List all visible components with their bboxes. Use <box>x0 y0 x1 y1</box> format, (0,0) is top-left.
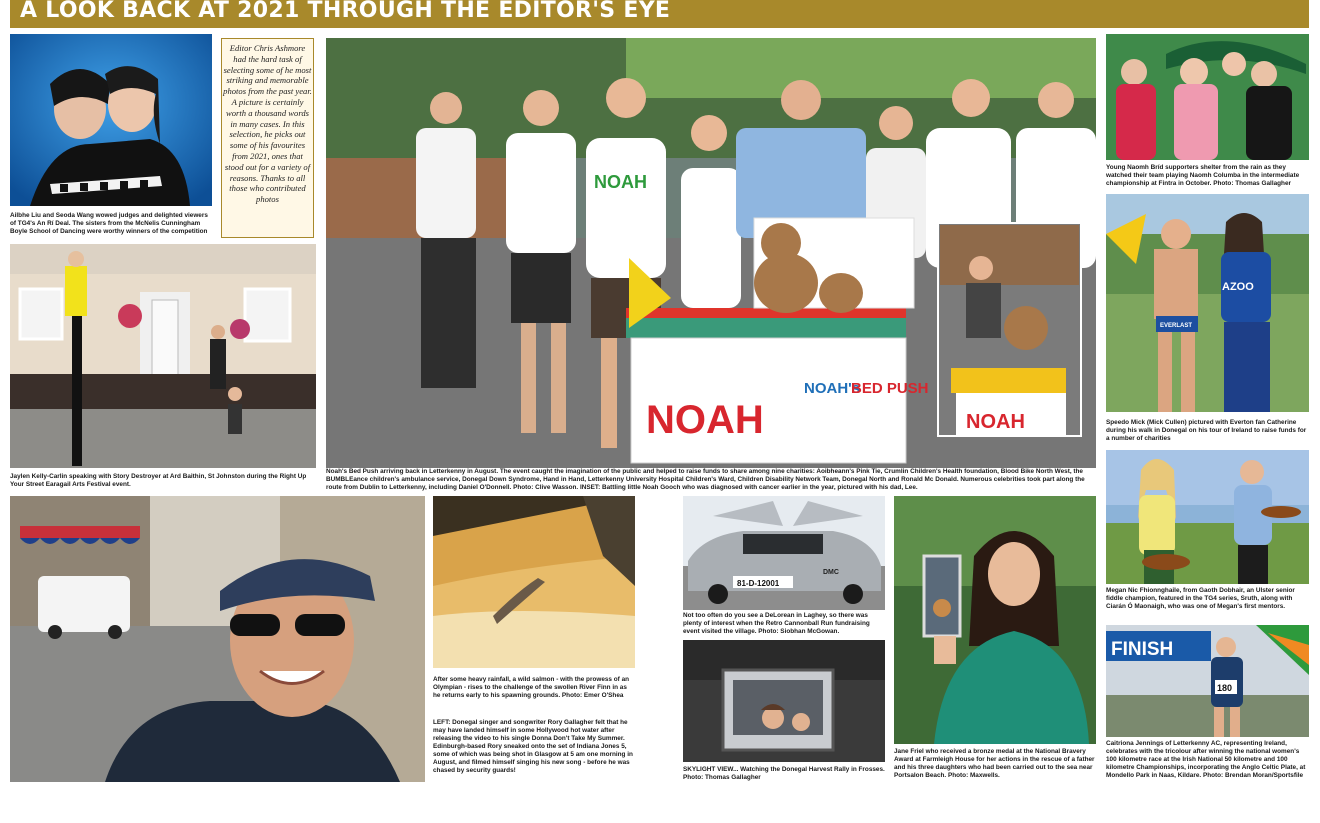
photo-rory <box>10 496 425 782</box>
bed-sign-2: BED PUSH <box>851 380 929 397</box>
plate: 81-D-12001 <box>737 579 780 588</box>
caption-delorean: Not too often do you see a DeLorean in Laghey, so there was plenty of interest when the Retro Cannonball Run fundraising event visited the village. Photo: Siobhan McGowan. <box>683 612 870 635</box>
intro-box <box>221 38 314 238</box>
caption-medal: Jane Friel who received a bronze medal at the National Bravery Award at Farmleigh House for her actions in the rescue of a father and his three daughters who had been carried out to the sea near Portsalon Beach. Photo: Maxwells. <box>894 748 1095 779</box>
shirt-logo: NOAH <box>594 172 647 192</box>
caption-skylight: SKYLIGHT VIEW... Watching the Donegal Harvest Rally in Frosses. Photo: Thomas Gallagher <box>683 766 885 781</box>
caption-rain: Young Naomh Bríd supporters shelter from the rain as they watched their team playing Naomh Columba in the intermediate championship at Fintra in October. Photo: Thomas Gallagher <box>1106 164 1300 187</box>
finish-banner: FINISH <box>1111 639 1174 660</box>
race-bib: 180 <box>1217 683 1233 693</box>
headline: A LOOK BACK AT 2021 THROUGH THE EDITOR'S EYE <box>20 0 671 23</box>
caption-dancers: Ailbhe Liu and Seoda Wang wowed judges and delighted viewers of TG4's An Rí Deal. The sisters from the McNelis Cunningham Boyle School of Dancing were worthy winners of the competition <box>10 212 208 235</box>
caption-speedo: Speedo Mick (Mick Cullen) pictured with Everton fan Catherine during his walk in Donegal on his tour of Ireland to raise funds for a number of charities <box>1106 419 1307 442</box>
caption-rory: LEFT: Donegal singer and songwriter Rory Gallagher felt that he may have landed himself in some Hollywood hot water after releasing the video to his single Donna Don't Take My Summer. Edinburgh-based Rory sneaked onto the set of Indiana Jones 5, some of which was being shot in Glasgow at 5 am one morning in August, and filmed himself singing his new song - before he was chased by security guards! <box>433 719 633 774</box>
bed-logo: NOAH <box>646 398 764 442</box>
caption-festival: Jaylen Kelly-Carlin speaking with Story Destroyer at Ard Baithin, St Johnston during the Right Up Your Street Earagail Arts Festival event. <box>10 473 307 488</box>
headline-banner <box>10 0 1309 28</box>
caption-salmon: After some heavy rainfall, a wild salmon - with the prowess of an Olympian - rises to the challenge of the swollen River Finn in as he returns early to his spawning grounds. Photo: Emer O'Shea <box>433 676 630 699</box>
inset-logo: NOAH <box>966 411 1025 433</box>
intro-text: Editor Chris Ashmore had the hard task of selecting some of he most striking and memorable photos from the past year. A picture is certainly worth a thousand words in many cases. In this selection, he picks out some of his favourites from 2021, ones that stood out for a variety of reasons. Thanks to all those who contributed photos <box>223 43 312 205</box>
photo-finish <box>1106 625 1309 737</box>
caption-finish: Caitriona Jennings of Letterkenny AC, representing Ireland, celebrates with the tricolour after winning the national women's 100 kilometre race at the Irish National 50 kilometre and 100 kilometre Championships, incorporating the Anglo Celtic Plate, at Mondello Park in Naas, Kildare. Photo: Brendan Moran/Sportsfile <box>1106 740 1306 779</box>
photo-rain <box>1106 34 1309 160</box>
bed-sign-1: NOAH's <box>804 380 861 397</box>
photo-salmon <box>433 496 635 668</box>
caption-fiddle: Megan Nic Fhionnghaile, from Gaoth Dobhair, an Ulster senior fiddle champion, featured in the TG4 series, Sruth, along with Ciarán Ó Maonaigh, who was one of Megan's first mentors. <box>1106 587 1295 610</box>
photo-medal <box>894 496 1096 744</box>
photo-dancers <box>10 34 212 206</box>
photo-delorean <box>683 496 885 610</box>
photo-bed-push <box>326 38 1096 468</box>
caption-bed-push: Noah's Bed Push arriving back in Letterkenny in August. The event caught the imagination of the public and helped to raise funds to share among nine charities: Aoibheann's Pink Tie, Crumlin Children's Health foundation, Blood Bike North West, the BUMBLEance children's ambulance service, Donegal Down Syndrome, Hand in Hand, Letterkenny University Hospital Children's Ward, Children Disability Network Team, Donegal North and Ronald Mc Donald. Numerous celebrities took part along the route from Dublin to Letterkenny, including Daniel O'Donnell. Photo: Clive Wasson. INSET: Battling little Noah Gooch who was diagnosed with cancer earlier in the year, pictured with his dad, Lee. <box>326 468 1085 491</box>
speedo-brand: EVERLAST <box>1160 323 1193 329</box>
everton-shirt-text: AZOO <box>1222 281 1254 293</box>
car-badge: DMC <box>823 569 839 576</box>
photo-fiddle <box>1106 450 1309 584</box>
photo-festival <box>10 244 316 468</box>
photo-skylight <box>683 640 885 762</box>
photo-speedo <box>1106 194 1309 412</box>
